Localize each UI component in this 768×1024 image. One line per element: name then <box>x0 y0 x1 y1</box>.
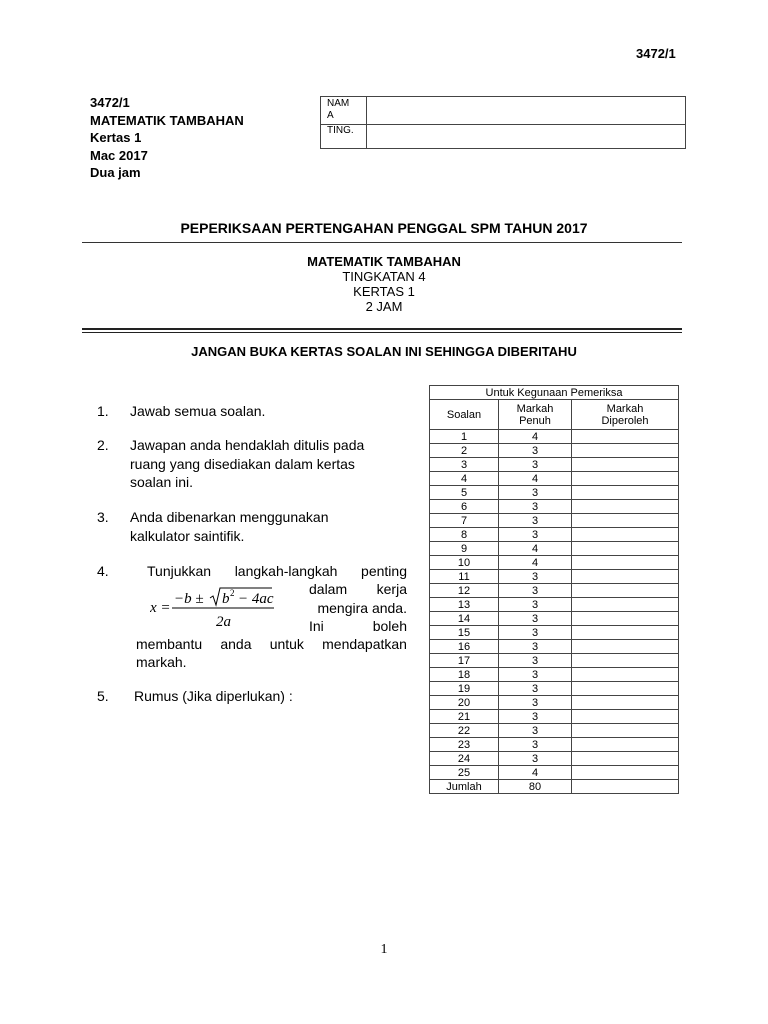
word: Tunjukkan <box>147 563 212 579</box>
table-row <box>430 696 679 710</box>
instruction-4-line4 <box>309 617 407 636</box>
table-row <box>430 710 679 724</box>
full-marks-cell: 3 <box>499 654 572 668</box>
word: dalam <box>309 581 348 597</box>
full-marks-cell: 4 <box>499 430 572 444</box>
obtained-marks-cell[interactable] <box>572 556 679 570</box>
question-number-cell: 3 <box>430 458 499 472</box>
question-number-cell: 13 <box>430 598 499 612</box>
instruction-number: 3. <box>97 509 109 525</box>
full-marks-cell: 3 <box>499 444 572 458</box>
svg-text:−b ±: −b ± <box>174 591 204 607</box>
quadratic-formula <box>150 586 285 637</box>
total-full-marks: 80 <box>499 780 572 794</box>
total-label: Jumlah <box>430 780 499 794</box>
full-marks-cell: 3 <box>499 458 572 472</box>
divider-thick <box>82 328 682 330</box>
quadratic-formula-graphic <box>150 586 285 632</box>
full-marks-cell: 4 <box>499 556 572 570</box>
full-marks-cell: 3 <box>499 696 572 710</box>
obtained-marks-cell[interactable] <box>572 752 679 766</box>
full-marks-cell: 3 <box>499 682 572 696</box>
name-label-line1: NAM <box>327 98 350 109</box>
question-number-cell: 4 <box>430 472 499 486</box>
divider <box>82 242 682 243</box>
table-caption: Untuk Kegunaan Pemeriksa <box>430 386 679 400</box>
full-marks-cell: 3 <box>499 640 572 654</box>
formula-denominator: 2a <box>216 614 231 630</box>
table-row <box>430 626 679 640</box>
subject-name: MATEMATIK TAMBAHAN <box>90 112 244 128</box>
full-marks-cell: 4 <box>499 472 572 486</box>
subject-block <box>0 254 768 314</box>
word: boleh <box>372 618 407 634</box>
subject-title: MATEMATIK TAMBAHAN <box>307 254 461 269</box>
table-row <box>430 724 679 738</box>
word: anda <box>220 636 252 652</box>
question-number-cell: 17 <box>430 654 499 668</box>
word: untuk <box>269 636 304 652</box>
full-marks-cell: 3 <box>499 486 572 500</box>
full-marks-cell: 3 <box>499 500 572 514</box>
obtained-marks-cell[interactable] <box>572 738 679 752</box>
page-number: 1 <box>380 942 388 957</box>
form-label: TING. <box>321 124 367 148</box>
instruction-text-line: soalan ini. <box>130 474 194 490</box>
full-marks-cell: 3 <box>499 724 572 738</box>
table-row <box>430 654 679 668</box>
instruction-text: Rumus (Jika diperlukan) : <box>134 688 293 704</box>
obtained-marks-cell[interactable] <box>572 486 679 500</box>
table-row <box>430 556 679 570</box>
instruction-4-line6: markah. <box>136 654 187 670</box>
question-number-cell: 24 <box>430 752 499 766</box>
full-marks-cell: 3 <box>499 668 572 682</box>
table-row <box>430 458 679 472</box>
obtained-marks-cell[interactable] <box>572 570 679 584</box>
obtained-marks-cell[interactable] <box>572 458 679 472</box>
question-number-cell: 21 <box>430 710 499 724</box>
form-level: TINGKATAN 4 <box>342 269 426 284</box>
obtained-marks-cell[interactable] <box>572 766 679 780</box>
name-field[interactable] <box>367 97 685 124</box>
question-number-cell: 5 <box>430 486 499 500</box>
question-number-cell: 14 <box>430 612 499 626</box>
obtained-marks-cell[interactable] <box>572 654 679 668</box>
table-row <box>430 682 679 696</box>
obtained-marks-cell[interactable] <box>572 528 679 542</box>
form-field[interactable] <box>367 124 685 148</box>
obtained-marks-cell[interactable] <box>572 626 679 640</box>
paper-title: KERTAS 1 <box>353 284 415 299</box>
full-marks-cell: 3 <box>499 738 572 752</box>
question-number-cell: 15 <box>430 626 499 640</box>
full-marks-cell: 3 <box>499 598 572 612</box>
table-row <box>430 472 679 486</box>
full-marks-cell: 4 <box>499 766 572 780</box>
word: langkah-langkah <box>234 563 338 579</box>
instruction-4-line5 <box>136 635 407 654</box>
name-row <box>321 97 685 125</box>
full-marks-cell: 3 <box>499 710 572 724</box>
table-row <box>430 528 679 542</box>
obtained-marks-cell[interactable] <box>572 514 679 528</box>
column-header-obtained-marks: Markah Diperoleh <box>572 400 679 430</box>
svg-text:2: 2 <box>230 588 235 598</box>
instruction-number: 5. <box>97 688 109 704</box>
full-marks-cell: 3 <box>499 514 572 528</box>
word: penting <box>361 563 407 579</box>
instruction-number: 4. <box>97 563 109 579</box>
instruction-4-line2 <box>309 580 407 599</box>
formula-numerator <box>174 588 274 607</box>
question-number-cell: 1 <box>430 430 499 444</box>
full-marks-cell: 4 <box>499 542 572 556</box>
table-row <box>430 738 679 752</box>
table-row <box>430 430 679 444</box>
instruction-text: Jawab semua soalan. <box>130 403 266 419</box>
word: mendapatkan <box>322 636 407 652</box>
exam-duration: Dua jam <box>90 165 141 180</box>
obtained-marks-cell[interactable] <box>572 696 679 710</box>
table-row <box>430 766 679 780</box>
exam-title: PEPERIKSAAN PERTENGAHAN PENGGAL SPM TAHUN 2017 <box>180 220 588 236</box>
full-marks-cell: 3 <box>499 570 572 584</box>
obtained-marks-cell[interactable] <box>572 444 679 458</box>
table-row <box>430 514 679 528</box>
column-header-question: Soalan <box>430 400 499 430</box>
obtained-marks-cell[interactable] <box>572 668 679 682</box>
question-number-cell: 12 <box>430 584 499 598</box>
obtained-marks-cell[interactable] <box>572 598 679 612</box>
instruction-4-line1 <box>147 562 407 581</box>
svg-text:b: b <box>222 591 230 607</box>
form-row <box>321 124 685 148</box>
question-number-cell: 19 <box>430 682 499 696</box>
paper-code-top-right: 3472/1 <box>636 46 676 61</box>
instruction-text-line: Jawapan anda hendaklah ditulis pada <box>130 437 365 453</box>
obtained-marks-cell[interactable] <box>572 584 679 598</box>
question-number-cell: 16 <box>430 640 499 654</box>
candidate-info-box <box>320 96 686 149</box>
table-row <box>430 598 679 612</box>
full-marks-cell: 3 <box>499 584 572 598</box>
exam-meta <box>90 94 244 182</box>
table-row <box>430 486 679 500</box>
obtained-marks-cell[interactable] <box>572 682 679 696</box>
full-marks-cell: 3 <box>499 752 572 766</box>
exam-date: Mac 2017 <box>90 147 148 163</box>
column-header-full-marks: Markah Penuh <box>499 400 572 430</box>
obtained-marks-cell[interactable] <box>572 500 679 514</box>
question-number-cell: 23 <box>430 738 499 752</box>
table-row <box>430 640 679 654</box>
svg-text:− 4ac: − 4ac <box>238 591 274 607</box>
full-marks-cell: 3 <box>499 528 572 542</box>
question-number-cell: 22 <box>430 724 499 738</box>
divider-thin <box>82 332 682 333</box>
question-number-cell: 25 <box>430 766 499 780</box>
question-number-cell: 6 <box>430 500 499 514</box>
instruction-3 <box>97 508 417 548</box>
obtained-marks-cell[interactable] <box>572 710 679 724</box>
total-obtained-cell[interactable] <box>572 780 679 794</box>
name-label <box>321 97 367 124</box>
examiner-marks-table <box>429 385 679 794</box>
instruction-text-line: kalkulator saintifik. <box>130 527 245 544</box>
obtained-marks-cell[interactable] <box>572 612 679 626</box>
paper-code: 3472/1 <box>90 95 130 110</box>
obtained-marks-cell[interactable] <box>572 542 679 556</box>
question-number-cell: 20 <box>430 696 499 710</box>
duration-text: 2 JAM <box>365 299 403 314</box>
obtained-marks-cell[interactable] <box>572 472 679 486</box>
table-row <box>430 752 679 766</box>
word: membantu <box>136 636 203 652</box>
question-number-cell: 2 <box>430 444 499 458</box>
word: kerja <box>376 581 407 597</box>
table-row <box>430 500 679 514</box>
obtained-marks-cell[interactable] <box>572 430 679 444</box>
full-marks-cell: 3 <box>499 612 572 626</box>
table-row <box>430 570 679 584</box>
full-marks-cell: 3 <box>499 626 572 640</box>
instruction-2 <box>97 436 417 496</box>
question-number-cell: 8 <box>430 528 499 542</box>
question-number-cell: 11 <box>430 570 499 584</box>
instruction-4-line3: mengira anda. <box>317 600 407 616</box>
question-number-cell: 7 <box>430 514 499 528</box>
formula-lhs: x = <box>150 600 171 616</box>
instruction-text-line: ruang yang disediakan dalam kertas <box>130 455 355 472</box>
instruction-number: 2. <box>97 437 109 453</box>
instruction-text-line: Anda dibenarkan menggunakan <box>130 509 329 525</box>
question-number-cell: 10 <box>430 556 499 570</box>
question-number-cell: 9 <box>430 542 499 556</box>
table-row <box>430 542 679 556</box>
question-number-cell: 18 <box>430 668 499 682</box>
obtained-marks-cell[interactable] <box>572 640 679 654</box>
word: Ini <box>309 618 324 634</box>
table-row <box>430 612 679 626</box>
paper-number: Kertas 1 <box>90 130 142 145</box>
table-row <box>430 668 679 682</box>
table-row <box>430 584 679 598</box>
do-not-open-warning: JANGAN BUKA KERTAS SOALAN INI SEHINGGA DIBERITAHU <box>191 344 577 359</box>
obtained-marks-cell[interactable] <box>572 724 679 738</box>
name-label-line2: A <box>327 110 334 121</box>
instruction-number: 1. <box>97 403 109 419</box>
table-row <box>430 444 679 458</box>
